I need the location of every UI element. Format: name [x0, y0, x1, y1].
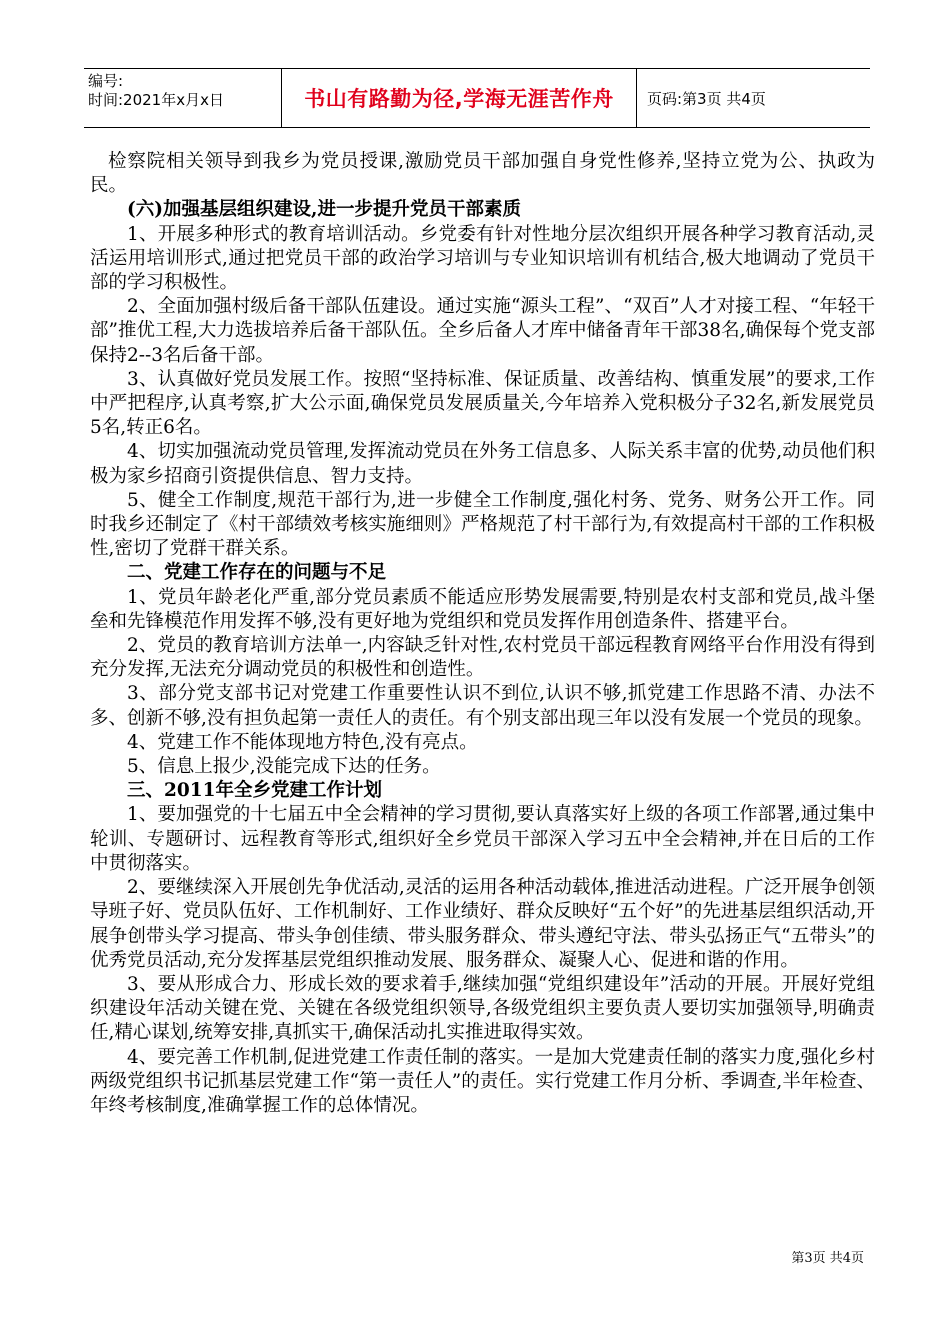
- document-time-label: 时间:2021年x月x日: [88, 91, 224, 109]
- header-meta: [84, 69, 282, 127]
- page-header: [84, 68, 870, 128]
- body-paragraph: 4、要完善工作机制,促进党建工作责任制的落实。一是加大党建责任制的落实力度,强化乡村两级党组织书记抓基层党建工作“第一责任人”的责任。实行党建工作月分析、季调查,半年检查、年终考核制度,准确掌握工作的总体情况。: [90, 1046, 875, 1116]
- body-paragraph: 检察院相关领导到我乡为党员授课,激励党员干部加强自身党性修养,坚持立党为公、执政为民。: [90, 151, 875, 197]
- body-paragraph: 1、开展多种形式的教育培训活动。乡党委有针对性地分层次组织开展各种学习教育活动,灵活运用培训形式,通过把党员干部的政治学习培训与专业知识培训有机结合,极大地调动了党员干部的学习积极性。: [90, 223, 875, 294]
- section-heading: (六)加强基层组织建设,进一步提升党员干部素质: [127, 199, 521, 221]
- header-page-info: 页码:第3页 共4页: [647, 89, 766, 108]
- document-number-label: 编号:: [88, 72, 124, 90]
- body-paragraph: 4、党建工作不能体现地方特色,没有亮点。: [127, 731, 478, 753]
- footer-page-info: 第3页 共4页: [791, 1251, 864, 1266]
- document-body: [90, 150, 875, 1118]
- body-paragraph: 3、部分党支部书记对党建工作重要性认识不到位,认识不够,抓党建工作思路不清、办法不多、创新不够,没有担负起第一责任人的责任。有个别支部出现三年以没有发展一个党员的现象。: [90, 683, 875, 729]
- body-paragraph: 5、健全工作制度,规范干部行为,进一步健全工作制度,强化村务、党务、财务公开工作。同时我乡还制定了《村干部绩效考核实施细则》严格规范了村干部行为,有效提高村干部的工作积极性,密切了党群干群关系。: [90, 489, 875, 560]
- body-paragraph: 1、党员年龄老化严重,部分党员素质不能适应形势发展需要,特别是农村支部和党员,战斗堡垒和先锋模范作用发挥不够,没有更好地为党组织和党员发挥作用创造条件、搭建平台。: [90, 586, 875, 632]
- header-motto: 书山有路勤为径,学海无涯苦作舟: [282, 69, 637, 127]
- body-paragraph: 3、要从形成合力、形成长效的要求着手,继续加强“党组织建设年”活动的开展。开展好党组织建设年活动关键在党、关键在各级党组织领导,各级党组织主要负责人要切实加强领导,明确责任,精心谋划,统筹安排,真抓实干,确保活动扎实推进取得实效。: [90, 973, 875, 1044]
- body-paragraph: 2、党员的教育培训方法单一,内容缺乏针对性,农村党员干部远程教育网络平台作用没有得到充分发挥,无法充分调动党员的积极性和创造性。: [90, 635, 875, 681]
- body-paragraph: 4、切实加强流动党员管理,发挥流动党员在外务工信息多、人际关系丰富的优势,动员他们积极为家乡招商引资提供信息、智力支持。: [90, 441, 875, 487]
- body-paragraph: 2、全面加强村级后备干部队伍建设。通过实施“源头工程”、“双百”人才对接工程、“年轻干部”推优工程,大力选拔培养后备干部队伍。全乡后备人才库中储备青年干部38名,确保每个党支部保持2--3名后备干部。: [90, 296, 875, 366]
- body-paragraph: 1、要加强党的十七届五中全会精神的学习贯彻,要认真落实好上级的各项工作部署,通过集中轮训、专题研讨、远程教育等形式,组织好全乡党员干部深入学习五中全会精神,并在日后的工作中贯彻落实。: [90, 804, 875, 874]
- body-paragraph: 2、要继续深入开展创先争优活动,灵活的运用各种活动载体,推进活动进程。广泛开展争创领导班子好、党员队伍好、工作机制好、工作业绩好、群众反映好“五个好”的先进基层组织活动,开展争创带头学习提高、带头争创佳绩、带头服务群众、带头遵纪守法、带头弘扬正气“五带头”的优秀党员活动,充分发挥基层党组织推动发展、服务群众、凝聚人心、促进和谐的作用。: [90, 877, 875, 971]
- section-heading: 二、党建工作存在的问题与不足: [127, 562, 387, 584]
- body-paragraph: 3、认真做好党员发展工作。按照“坚持标准、保证质量、改善结构、慎重发展”的要求,工作中严把程序,认真考察,扩大公示面,确保党员发展质量关,今年培养入党积极分子32名,新发展党员5名,转正6名。: [90, 368, 875, 439]
- section-heading: 三、2011年全乡党建工作计划: [127, 780, 382, 802]
- body-paragraph: 5、信息上报少,没能完成下达的任务。: [127, 756, 441, 778]
